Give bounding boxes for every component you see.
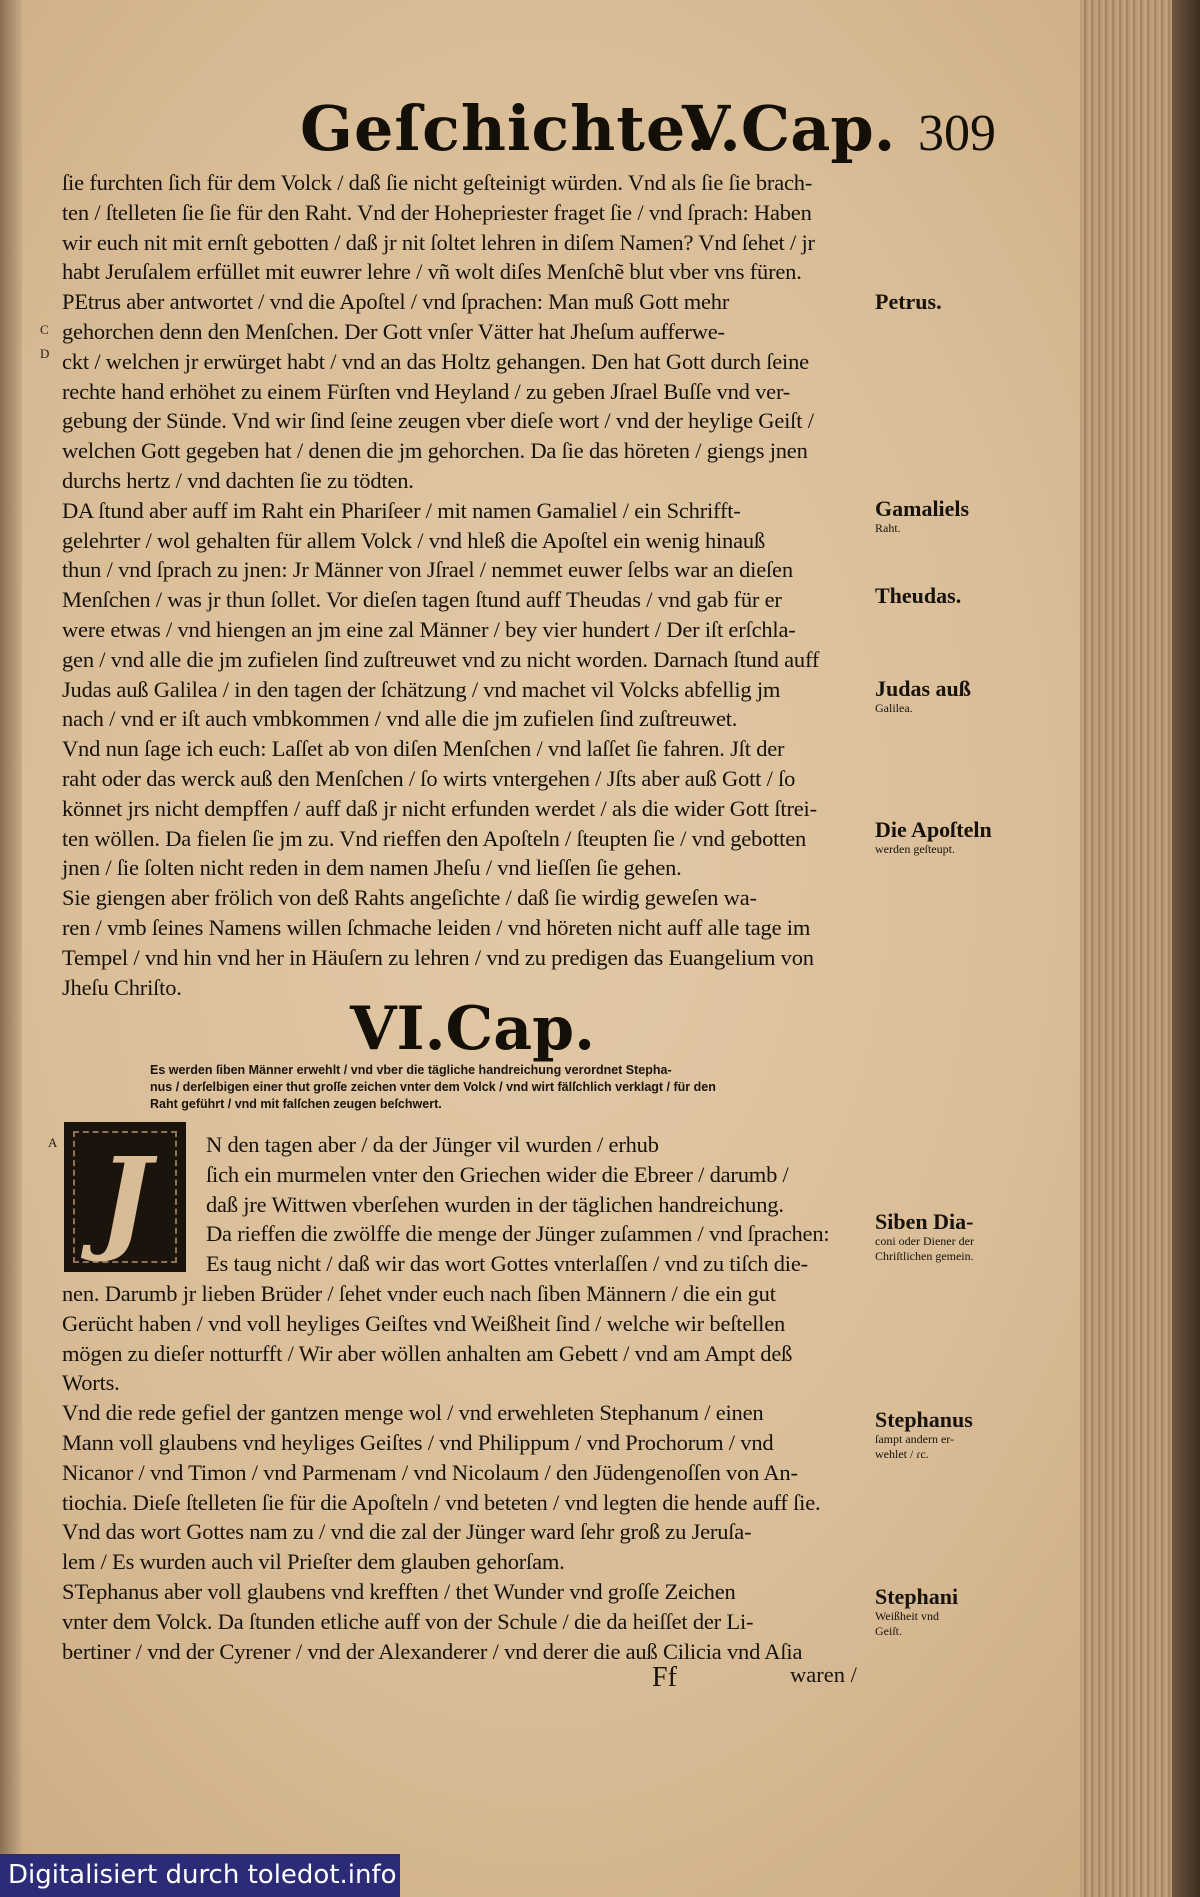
margin-note-sub: Galilea. — [875, 701, 913, 715]
decorated-initial — [64, 1122, 186, 1272]
margin-note — [875, 677, 971, 716]
margin-note-sub: Raht. — [875, 521, 901, 535]
text-line: ten wöllen. Da fielen ſie jm zu. Vnd rieffen den Apoſteln / ſteupten ſie / vnd gebotten — [62, 825, 807, 851]
text-line: daß jre Wittwen vberſehen wurden in der täglichen handreichung. — [206, 1191, 784, 1217]
chapter-heading: VI.Cap. — [350, 994, 595, 1064]
text-line: vnter dem Volck. Da ſtunden etliche auff von der Schule / die da heiſſet der Li- — [62, 1608, 754, 1634]
text-line: ſich ein murmelen vnter den Griechen wider die Ebreer / darumb / — [206, 1161, 789, 1187]
margin-note — [875, 1210, 974, 1264]
text-line: raht oder das werck auß den Menſchen / ſo wirts vntergehen / Jſts aber auß Gott / ſo — [62, 766, 796, 791]
text-line: jnen / ſie ſolten nicht reden in dem namen Jheſu / vnd lieſſen ſie gehen. — [62, 855, 682, 881]
margin-note-title: Petrus. — [875, 289, 942, 314]
margin-note-sub: coni oder Diener der — [875, 1234, 974, 1248]
text-line: könnet jrs nicht dempffen / auff daß jr nicht erfunden werdet / als die wider Gott ſtrei- — [62, 795, 817, 821]
text-line: welchen Gott gegeben hat / denen die jm gehorchen. Da ſie das höreten / giengs jnen — [62, 438, 808, 464]
text-line: ten / ſtelleten ſie ſie für den Raht. Vnd der Hohepriester fraget ſie / vnd ſprach: Haben — [62, 199, 812, 225]
text-line: Da rieffen die zwölffe die menge der Jünger zuſammen / vnd ſprachen: — [206, 1221, 830, 1247]
text-line: lem / Es wurden auch vil Prieſter dem glauben gehorſam. — [62, 1549, 565, 1575]
text-line: gebung der Sünde. Vnd wir ſind ſeine zeugen vber dieſe wort / vnd der heylige Geiſt / — [62, 408, 814, 434]
margin-note — [875, 1585, 958, 1639]
margin-note — [875, 497, 969, 536]
summary-line: Raht geführt / vnd mit falſchen zeugen beſchwert. — [150, 1097, 442, 1111]
text-line: rechte hand erhöhet zu einem Fürſten vnd Heyland / zu geben Jſrael Buſſe vnd ver- — [62, 378, 791, 404]
text-line: tiochia. Dieſe ſtelleten ſie für die Apoſteln / vnd beteten / vnd legten die hende auff ſie. — [62, 1489, 821, 1515]
margin-letter: C — [40, 322, 49, 337]
margin-note-sub: wehlet / ɾc. — [875, 1447, 929, 1461]
watermark-text: Digitalisiert durch toledot.info — [8, 1860, 397, 1890]
catchword: waren / — [790, 1662, 857, 1687]
margin-note — [875, 818, 992, 857]
margin-note-sub: Weißheit vnd — [875, 1609, 940, 1623]
initial-letter: J — [98, 1134, 152, 1265]
text-line: nen. Darumb jr lieben Brüder / ſehet vnder euch nach ſiben Männern / die ein gut — [62, 1281, 776, 1306]
text-line: gehorchen denn den Menſchen. Der Gott vnſer Vätter hat Jheſum aufferwe- — [62, 319, 725, 344]
text-line: gelehrter / wol gehalten für allem Volck / vnd hleß die Apoſtel ein wenig hinauß — [62, 527, 765, 553]
text-line: Vnd das wort Gottes nam zu / vnd die zal der Jünger ward ſehr groß zu Jeruſa- — [62, 1519, 752, 1545]
text-line: PEtrus aber antwortet / vnd die Apoſtel / vnd ſprachen: Man muß Gott mehr — [62, 289, 730, 315]
text-line: thun / vnd ſprach zu jnen: Jr Männer von Jſrael / nemmet euwer ſelbs war an dieſen — [62, 557, 793, 583]
header-chapter: V.Cap. — [682, 92, 896, 165]
text-line: bertiner / vnd der Cyrener / vnd der Alexanderer / vnd derer die auß Cilicia vnd Aſia — [62, 1638, 803, 1664]
margin-note-title: Theudas. — [875, 583, 962, 608]
text-line: mögen zu dieſer notturfft / Wir aber wöllen anhalten am Gebett / vnd am Ampt deß — [62, 1340, 793, 1366]
text-line: Tempel / vnd hin vnd her in Häuſern zu lehren / vnd zu predigen das Euangelium von — [62, 944, 814, 970]
text-line: nach / vnd er iſt auch vmbkommen / vnd alle die jm zufielen ſind zuſtreuwet. — [62, 706, 738, 732]
text-line: ſie furchten ſich für dem Volck / daß ſie nicht geſteinigt würden. Vnd als ſie ſie brach- — [62, 170, 813, 195]
text-line: gen / vnd alle die jm zufielen ſind zuſtreuwet vnd zu nicht worden. Darnach ſtund auff — [62, 646, 820, 672]
running-header — [300, 92, 1005, 172]
margin-note-title: Stephanus — [875, 1407, 973, 1432]
margin-note — [875, 1408, 973, 1462]
margin-letter: D — [40, 346, 50, 361]
margin-note — [875, 584, 961, 608]
text-line: Jheſu Chriſto. — [62, 974, 182, 1000]
text-line: Gerücht haben / vnd voll heyliges Geiſtes vnd Weißheit ſind / welche wir beſtellen — [62, 1310, 786, 1336]
margin-note-title: Siben Dia- — [875, 1209, 974, 1234]
margin-note-title: Stephani — [875, 1584, 959, 1609]
header-title: Geſchichte. — [300, 92, 709, 165]
text-line: habt Jeruſalem erfüllet mit euwrer lehre / vñ wolt diſes Menſchẽ blut vber vns füren. — [62, 259, 802, 285]
text-line: Vnd die rede gefiel der gantzen menge wol / vnd erwehleten Stephanum / einen — [62, 1400, 764, 1426]
margin-note-sub: Geiſt. — [875, 1624, 902, 1638]
margin-note-title: Gamaliels — [875, 496, 970, 521]
text-line: N den tagen aber / da der Jünger vil wurden / erhub — [206, 1132, 659, 1157]
margin-note-sub: werden geſteupt. — [875, 842, 955, 856]
text-line: STephanus aber voll glaubens vnd krefften / thet Wunder vnd groſſe Zeichen — [62, 1579, 736, 1604]
text-line: Mann voll glaubens vnd heyliges Geiſtes / vnd Philippum / vnd Prochorum / vnd — [62, 1430, 774, 1455]
text-line: Menſchen / was jr thun ſollet. Vor dieſen tagen ſtund auff Theudas / vnd gab für er — [62, 587, 782, 613]
text-line: ckt / welchen jr erwürget habt / vnd an das Holtz gehangen. Den hat Gott durch ſeine — [62, 348, 809, 374]
margin-note-title: Die Apoſteln — [875, 817, 992, 842]
gutter-shadow — [0, 0, 22, 1897]
margin-letter: A — [48, 1135, 58, 1150]
book-page-edges — [1080, 0, 1200, 1897]
text-line: Worts. — [62, 1370, 120, 1396]
text-line: Sie giengen aber frölich von deß Rahts angeſichte / daß ſie wirdig geweſen wa- — [62, 885, 757, 911]
text-line: were etwas / vnd hiengen an jm eine zal Männer / bey vier hundert / Der iſt erſchla- — [62, 617, 796, 642]
page-number: 309 — [918, 105, 996, 162]
text-line: Vnd nun ſage ich euch: Laſſet ab von diſen Menſchen / vnd laſſet ſie fahren. Jſt der — [62, 736, 785, 762]
text-line: wir euch nit mit ernſt gebotten / daß jr nit ſoltet lehren in diſem Namen? Vnd ſehet / jr — [62, 229, 815, 255]
text-line: durchs hertz / vnd dachten ſie zu tödten. — [62, 468, 414, 493]
margin-note-title: Judas auß — [875, 676, 972, 701]
text-line: Judas auß Galilea / in den tagen der ſchätzung / vnd machet vil Volcks abfellig jm — [62, 676, 781, 702]
text-line: Nicanor / vnd Timon / vnd Parmenam / vnd Nicolaum / den Jüdengenoſſen von An- — [62, 1459, 798, 1485]
text-line: Es taug nicht / daß wir das wort Gottes vnterlaſſen / vnd zu tiſch die- — [206, 1251, 808, 1277]
margin-note-sub: Chriſtlichen gemein. — [875, 1249, 974, 1263]
summary-line: Es werden ſiben Männer erwehlt / vnd vber die tägliche handreichung verordnet Stepha- — [150, 1063, 672, 1077]
watermark-banner — [0, 1854, 400, 1897]
text-line: ren / vmb ſeines Namens willen ſchmache leiden / vnd höreten nicht auff alle tage im — [62, 915, 811, 940]
text-line: DA ſtund aber auff im Raht ein Phariſeer / mit namen Gamaliel / ein Schrifft- — [62, 497, 741, 523]
signature-mark: Ff — [652, 1662, 677, 1693]
margin-note — [875, 290, 942, 314]
margin-note-sub: ſampt andern er- — [875, 1432, 955, 1446]
summary-line: nus / derſelbigen einer thut groſſe zeichen vnter dem Volck / vnd wirt fälſchlich verklagt / für den — [150, 1080, 716, 1094]
